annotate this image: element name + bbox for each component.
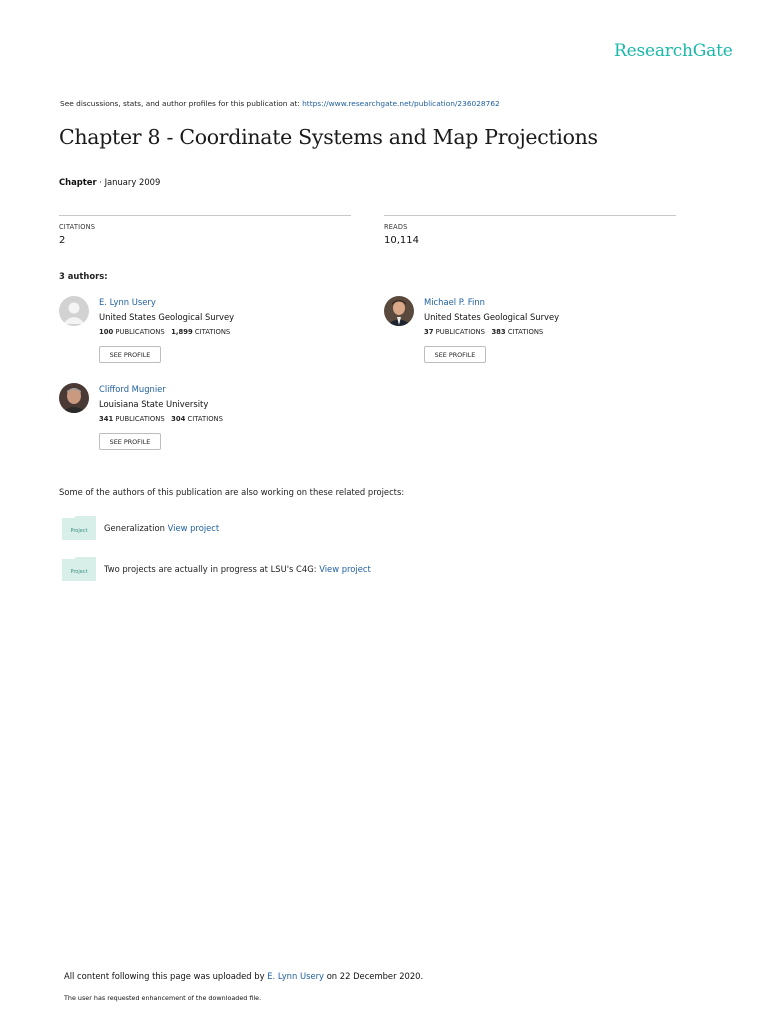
publications-label: PUBLICATIONS (115, 415, 165, 423)
publication-title: Chapter 8 - Coordinate Systems and Map Projections (59, 125, 598, 149)
project-title: Generalization (104, 523, 165, 533)
author-photo-icon[interactable] (59, 383, 89, 413)
upload-prefix: All content following this page was uploaded by (64, 971, 265, 981)
author-counts (99, 415, 223, 423)
enhancement-note: The user has requested enhancement of the downloaded file. (64, 994, 262, 1002)
reads-label: READS (384, 223, 408, 231)
author-card-usery (59, 296, 359, 376)
citations-count: 1,899 (171, 328, 193, 336)
author-photo-icon[interactable] (384, 296, 414, 326)
author-name-link[interactable]: E. Lynn Usery (99, 297, 156, 307)
project-icon (62, 516, 96, 540)
citations-count-label: CITATIONS (194, 328, 231, 336)
project-text (104, 523, 219, 533)
authors-heading: 3 authors: (59, 271, 108, 281)
author-name-link[interactable]: Clifford Mugnier (99, 384, 166, 394)
publication-type: Chapter (59, 177, 97, 187)
project-icon-label: Project (70, 528, 88, 534)
author-card-finn (384, 296, 684, 376)
publications-count: 37 (424, 328, 434, 336)
reads-stat (384, 215, 676, 246)
publications-label: PUBLICATIONS (115, 328, 165, 336)
view-project-link[interactable]: View project (167, 523, 220, 533)
project-item (62, 516, 562, 542)
publication-date: January 2009 (104, 177, 161, 187)
publication-meta (59, 177, 160, 187)
avatar-placeholder-icon[interactable] (59, 296, 89, 326)
publications-count: 100 (99, 328, 114, 336)
meta-separator: · (96, 177, 105, 187)
project-icon (62, 557, 96, 581)
author-counts (99, 328, 230, 336)
project-item (62, 557, 562, 583)
author-institution: Louisiana State University (99, 399, 209, 409)
citations-count: 304 (171, 415, 186, 423)
author-name-link[interactable]: Michael P. Finn (424, 297, 485, 307)
author-institution: United States Geological Survey (424, 312, 560, 322)
project-text (104, 564, 371, 574)
upload-suffix: on 22 December 2020. (326, 971, 424, 981)
author-institution: United States Geological Survey (99, 312, 235, 322)
citations-count-label: CITATIONS (507, 328, 544, 336)
citations-count-label: CITATIONS (187, 415, 223, 423)
publication-url-link[interactable]: https://www.researchgate.net/publication/236028762 (302, 99, 500, 108)
author-card-mugnier (59, 383, 359, 463)
citations-value: 2 (59, 235, 66, 246)
citations-stat (59, 215, 351, 246)
see-profile-button[interactable]: SEE PROFILE (424, 346, 486, 363)
upload-note (64, 971, 423, 981)
discussion-text: See discussions, stats, and author profiles for this publication at: (60, 99, 300, 108)
discussion-line (60, 99, 500, 108)
related-projects-heading: Some of the authors of this publication are also working on these related projects: (59, 487, 405, 497)
publications-count: 341 (99, 415, 114, 423)
see-profile-button[interactable]: SEE PROFILE (99, 346, 161, 363)
citations-label: CITATIONS (59, 223, 96, 231)
publications-label: PUBLICATIONS (435, 328, 485, 336)
view-project-link[interactable]: View project (319, 564, 371, 574)
project-title: Two projects are actually in progress at LSU's C4G: (104, 564, 317, 574)
citations-count: 383 (491, 328, 506, 336)
reads-value: 10,114 (384, 235, 419, 246)
researchgate-logo[interactable]: ResearchGate (614, 41, 733, 61)
project-icon-label: Project (70, 569, 88, 575)
author-counts (424, 328, 543, 336)
uploader-link[interactable]: E. Lynn Usery (267, 971, 325, 981)
see-profile-button[interactable]: SEE PROFILE (99, 433, 161, 450)
